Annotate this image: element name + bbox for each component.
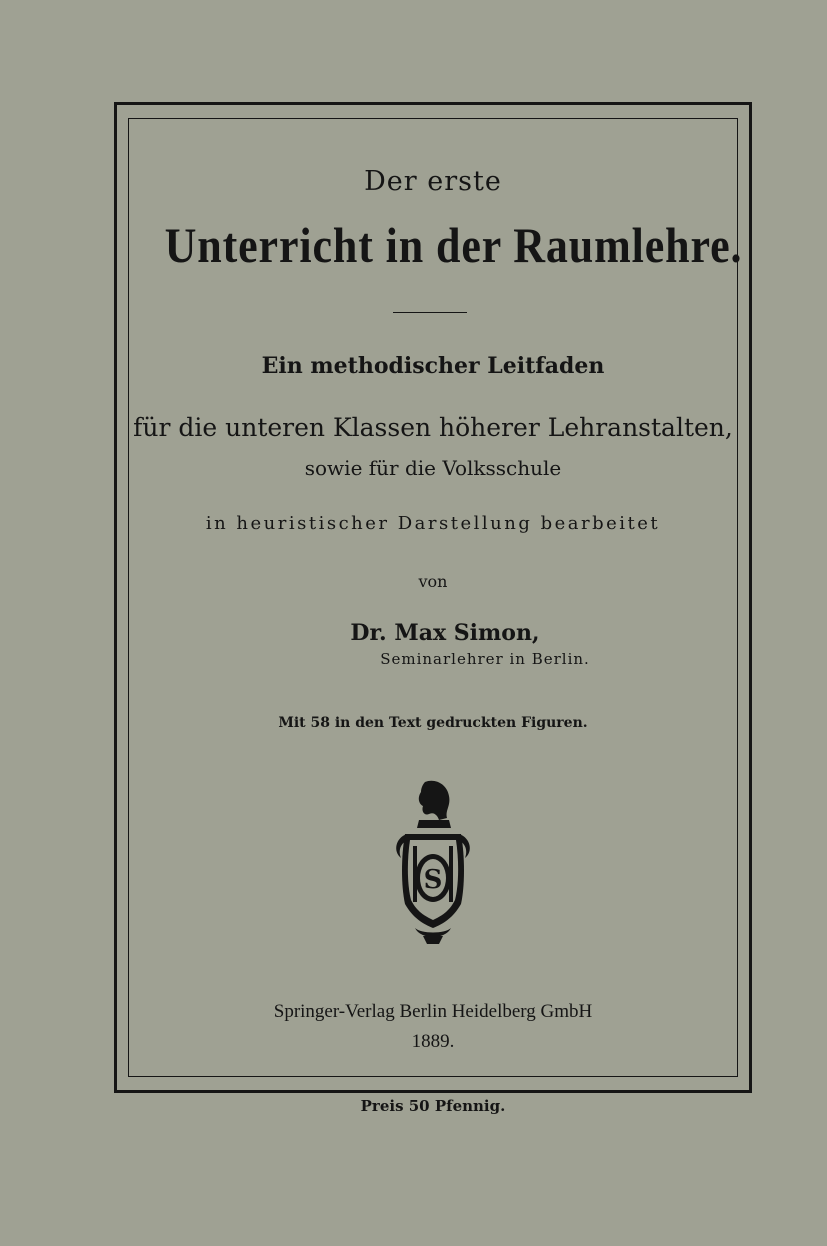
author-name: Dr. Max Simon, — [350, 620, 540, 646]
title-divider — [393, 312, 467, 313]
description-line-1: für die unteren Klassen höherer Lehranstalten, — [133, 413, 733, 442]
publisher-emblem-icon — [385, 778, 481, 944]
figures-note: Mit 58 in den Text gedruckten Figuren. — [278, 715, 588, 731]
description-line-3: in heuristischer Darstellung bearbeitet — [205, 513, 661, 534]
emblem-letter: S — [423, 865, 443, 895]
description-line-2: sowie für die Volksschule — [304, 456, 562, 480]
pre-title: Der erste — [364, 166, 502, 197]
publication-year: 1889. — [411, 1031, 455, 1052]
price-label: Preis 50 Pfennig. — [360, 1097, 506, 1115]
subtitle: Ein methodischer Leitfaden — [261, 353, 605, 379]
author-role: Seminarlehrer in Berlin. — [380, 650, 590, 668]
main-title: Unterricht in der Raumlehre. — [164, 217, 743, 273]
by-label: von — [418, 572, 448, 591]
publisher-name: Springer-Verlag Berlin Heidelberg GmbH — [273, 1001, 593, 1022]
